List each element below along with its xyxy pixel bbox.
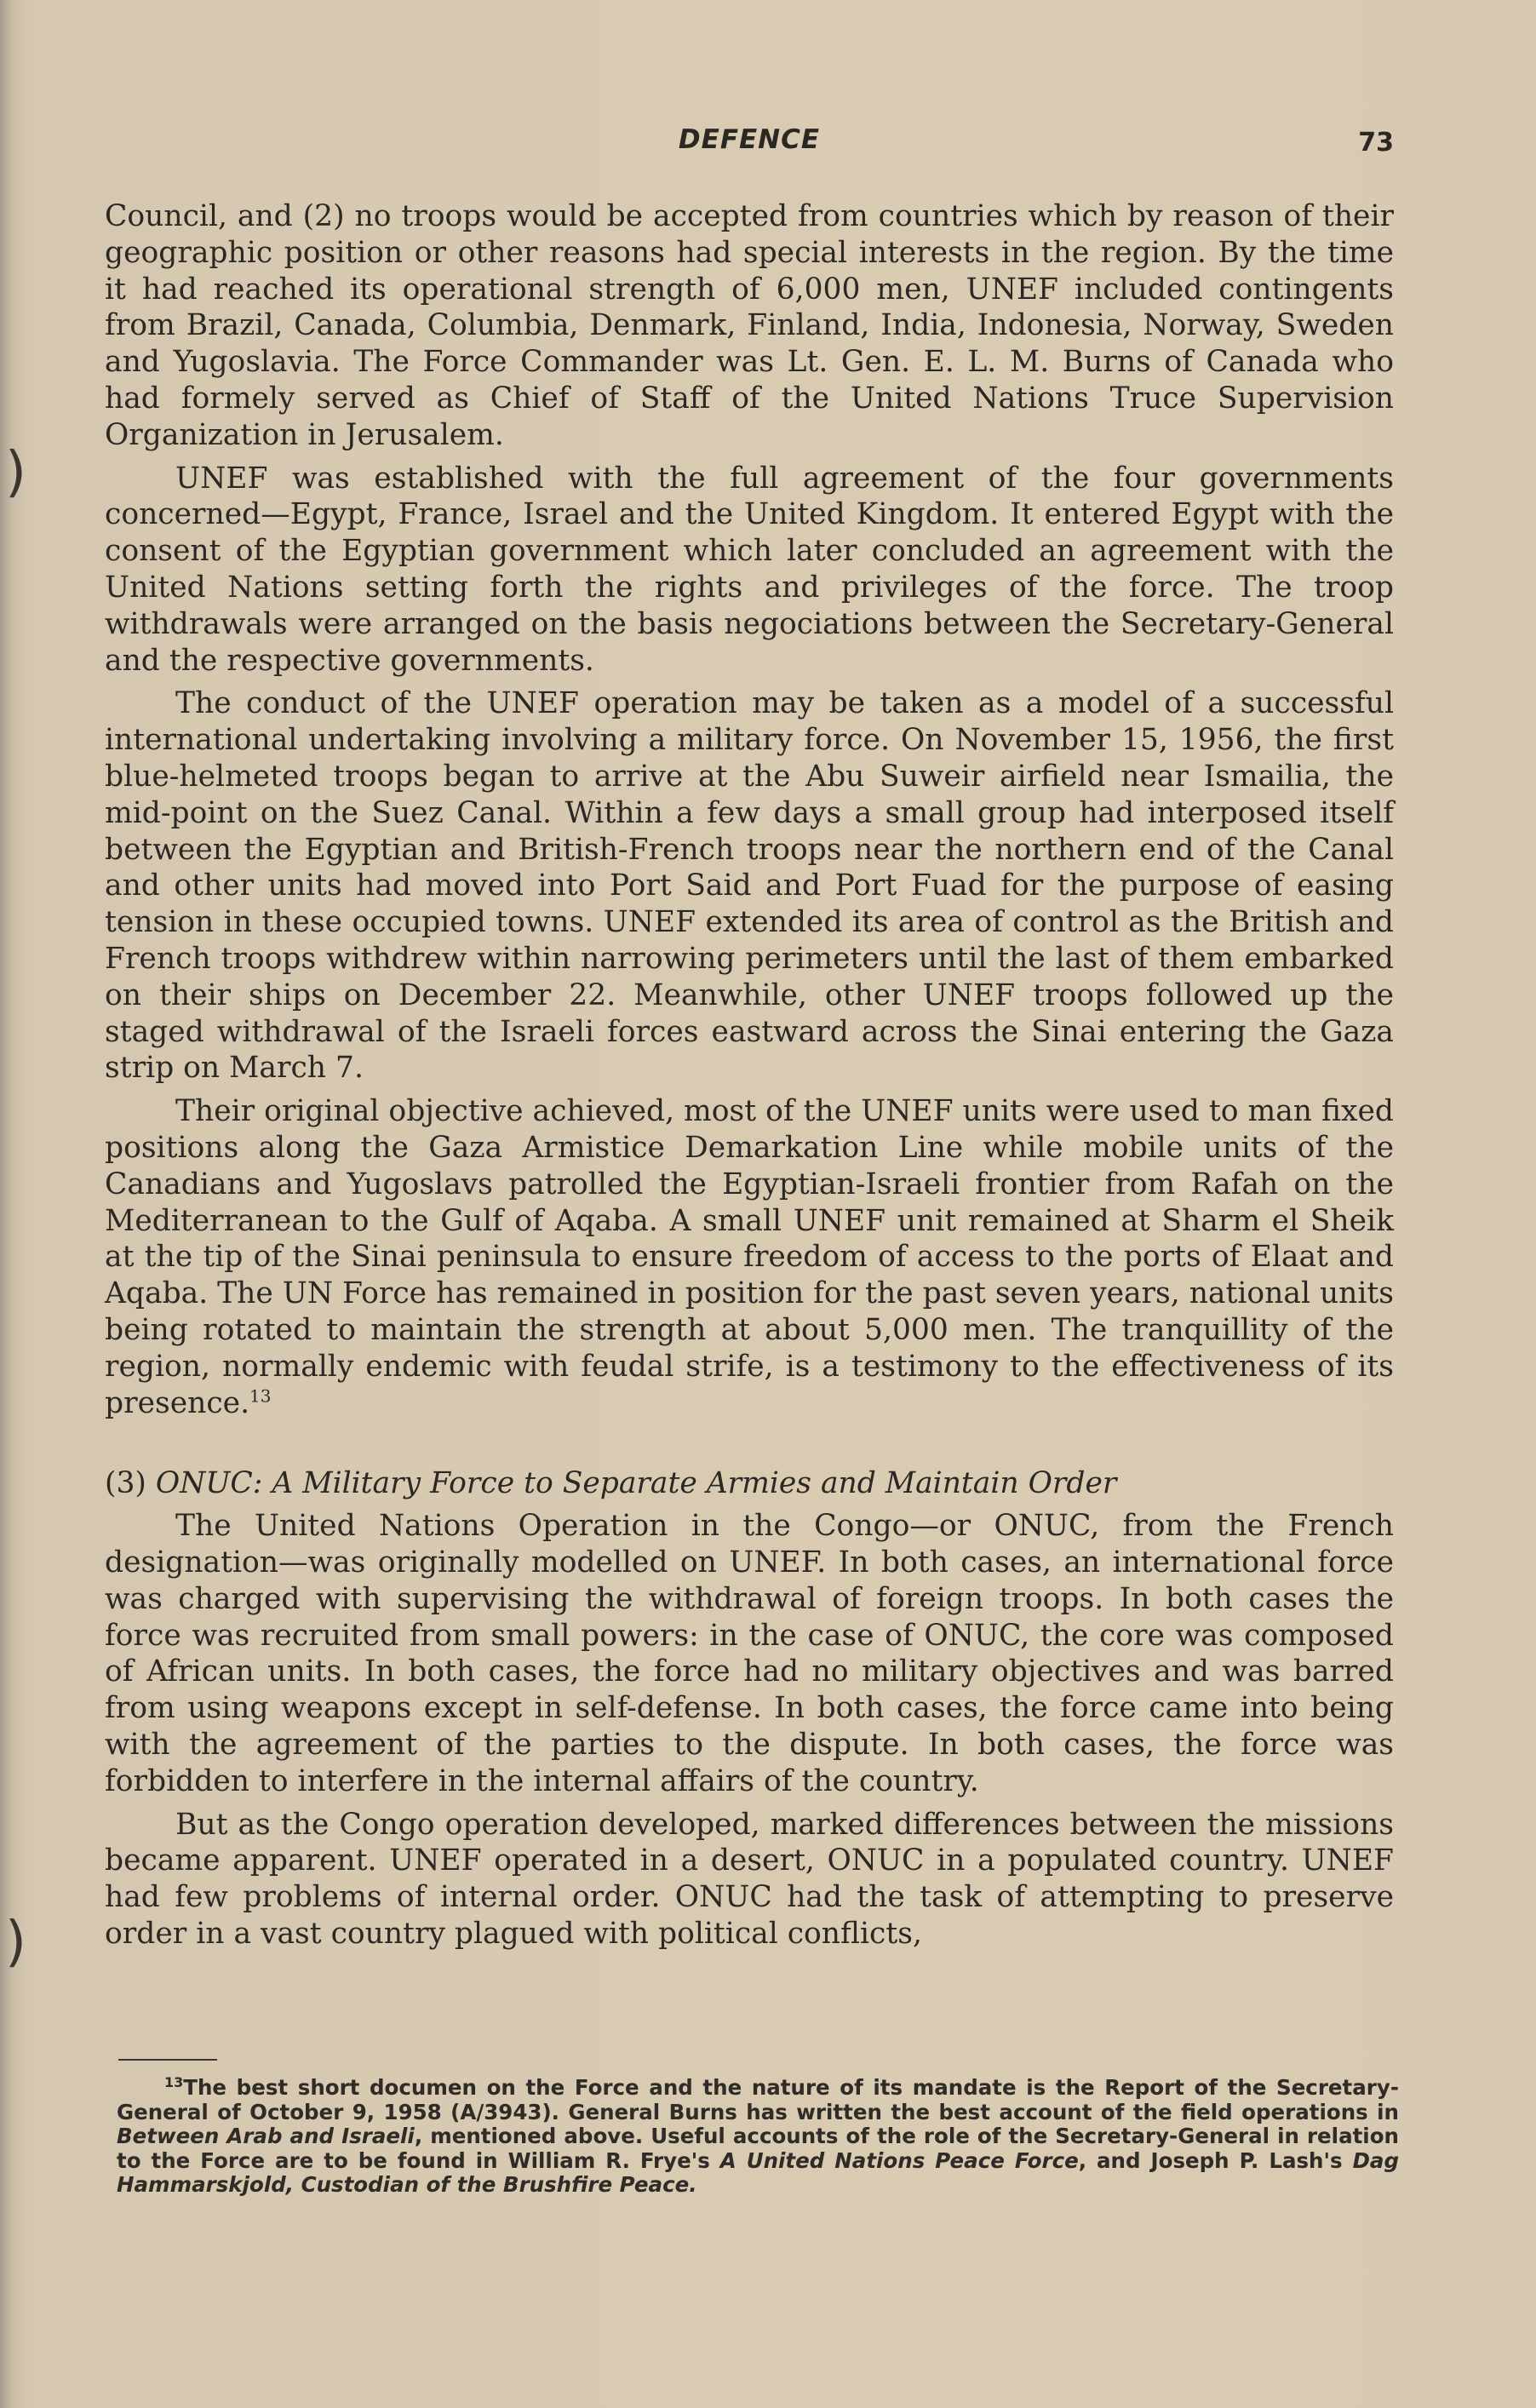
footnote-mark: 13 [164, 2073, 184, 2090]
footnote [117, 2073, 1399, 2198]
paragraph-text: Their original objective achieved, most of the UNEF units were used to man fixed positions along the Gaza Armistice Demarkation Line while mobile units of the Canadians and Yugoslavs patrolled the Egyptian-Israeli frontier from Rafah on the Mediterranean to the Gulf of Aqaba. A small UNEF unit remained at Sharm el Sheik at the tip of the Sinai peninsula to ensure freedom of access to the ports of Elaat and Aqaba. The UN Force has remained in position for the past seven years, national units being rotated to maintain the strength at about 5,000 men. The tranquillity of the region, normally endemic with feudal strife, is a testimony to the effectiveness of its presence. [105, 1094, 1394, 1420]
paragraph: The conduct of the UNEF operation may be taken as a model of a successful international undertaking involving a military force. On November 15, 1956, the first blue-helmeted troops began to arrive at the Abu Suweir airfield near Ismailia, the mid-point on the Suez Canal. Within a few days a small group had interposed itself between the Egyptian and British-French troops near the northern end of the Canal and other units had moved into Port Said and Port Fuad for the purpose of easing tension in these occupied towns. UNEF extended its area of control as the British and French troops withdrew within narrowing perimeters until the last of them embarked on their ships on December 22. Meanwhile, other UNEF troops followed up the staged withdrawal of the Israeli forces eastward across the Sinai entering the Gaza strip on March 7. [105, 686, 1394, 1086]
footnote-title: Between Arab and Israeli [117, 2124, 415, 2148]
footnote-text: The best short documen on the Force and the nature of its mandate is the Report of the Secretary-General of October 9, 1958 (A/3943). General Burns has written the best account of the field operations in [117, 2075, 1399, 2124]
paragraph [105, 1093, 1394, 1421]
page-header [105, 124, 1394, 165]
section-number: (3) [105, 1466, 146, 1501]
paragraph: Council, and (2) no troops would be accepted from countries which by reason of their geographic position or other reasons had special interests in the region. By the time it had reached its operational strength of 6,000 men, UNEF included contingents from Brazil, Canada, Columbia, Denmark, Finland, India, Indonesia, Norway, Sweden and Yugoslavia. The Force Commander was Lt. Gen. E. L. M. Burns of Canada who had formely served as Chief of Staff of the United Nations Truce Supervision Organization in Jerusalem. [105, 199, 1394, 452]
page-number: 73 [1358, 128, 1394, 158]
footnote-title: A United Nations Peace Force [719, 2147, 1079, 2173]
section-heading [105, 1465, 1394, 1501]
binding-mark: ) [5, 441, 26, 504]
body-text [105, 198, 1394, 1959]
footnote-text: , mentioned above. Useful accounts of the role of the Secretary-General in relation to the Force are to be found in William R. Frye's [117, 2124, 1399, 2173]
paragraph: But as the Congo operation developed, marked differences between the missions became apparent. UNEF operated in a desert, ONUC in a populated country. UNEF had few problems of internal order. ONUC had the task of attempting to preserve order in a vast country plagued with political conflicts, [105, 1807, 1394, 1952]
footnote-text: , and Joseph P. Lash's [1078, 2147, 1353, 2173]
paragraph: The United Nations Operation in the Congo—or ONUC, from the French designation—was originally modelled on UNEF. In both cases, an international force was charged with supervising the withdrawal of foreign troops. In both cases the force was recruited from small powers: in the case of ONUC, the core was composed of African units. In both cases, the force had no military objectives and was barred from using weapons except in self-defense. In both cases, the force came into being with the agreement of the parties to the dispute. In both cases, the force was forbidden to interfere in the internal affairs of the country. [105, 1509, 1394, 1798]
paragraph: UNEF was established with the full agreement of the four governments concerned—Egypt, France, Israel and the United Kingdom. It entered Egypt with the consent of the Egyptian government which later concluded an agreement with the United Nations setting forth the rights and privileges of the force. The troop withdrawals were arranged on the basis negociations between the Secretary-General and the respective governments. [105, 461, 1394, 678]
footnote-reference: 13 [249, 1385, 272, 1406]
running-head: DEFENCE [678, 124, 821, 155]
section-title: ONUC: A Military Force to Separate Armies and Maintain Order [155, 1466, 1117, 1501]
footnote-rule [118, 2059, 217, 2061]
binding-mark: ) [5, 1911, 26, 1974]
footnote-title: Dag Hammarskjold, Custodian of the Brushfire Peace. [117, 2147, 1399, 2197]
